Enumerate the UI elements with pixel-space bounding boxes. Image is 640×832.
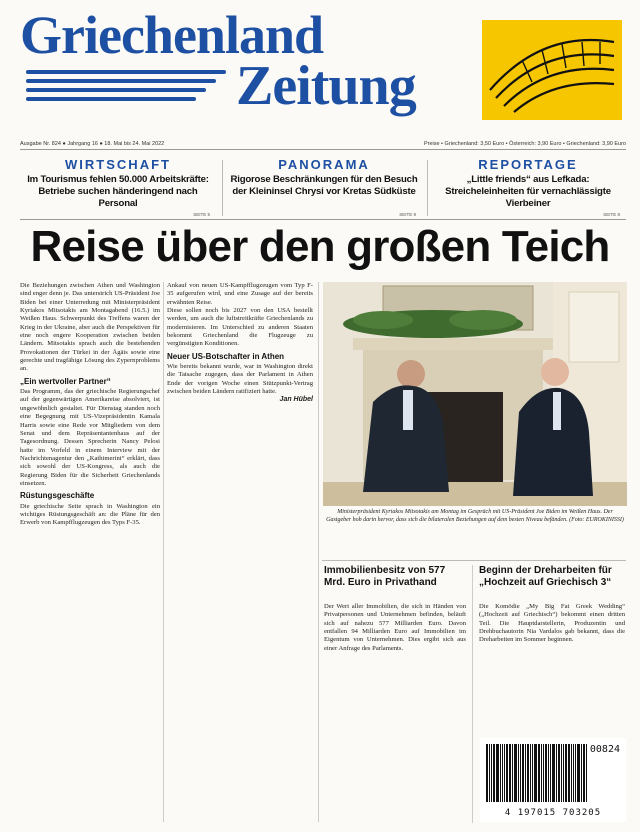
box-right-text: [479, 603, 625, 733]
barcode-bar: [527, 744, 529, 802]
barcode-issue-number: 00824: [589, 744, 620, 755]
barcode-bar: [543, 744, 544, 802]
barcode-bar: [504, 744, 505, 802]
teaser-divider: [427, 160, 428, 216]
barcode-bar: [532, 744, 533, 802]
article-photo: [323, 282, 627, 506]
barcode-bar: [552, 744, 555, 802]
box-left-text: [324, 603, 466, 823]
article-column-2: [167, 282, 313, 822]
teaser-category: WIRTSCHAFT: [65, 157, 171, 172]
barcode-bar: [534, 744, 537, 802]
barcode-bar: [520, 744, 521, 802]
paragraph: Ankauf von neuen US-Kampfflugzeugen vom Typ F-35 aufgerufen wird, und eine Zusage auf der bereits erwähnten Reise.: [167, 282, 313, 306]
barcode: [480, 738, 626, 822]
barcode-bar: [581, 744, 582, 802]
barcode-bar: [586, 744, 587, 802]
barcode-bar: [541, 744, 542, 802]
issue-info: Ausgabe Nr. 824 ● Jahrgang 16 ● 18. Mai bis 24. Mai 2022: [20, 141, 165, 147]
barcode-bar: [493, 744, 495, 802]
barcode-bar: [556, 744, 557, 802]
barcode-bar: [550, 744, 551, 802]
teaser-headline: Rigorose Beschränkungen für den Besuch der Kleininsel Chrysi vor Kretas Südküste: [230, 174, 418, 197]
teaser-panorama[interactable]: [226, 157, 422, 215]
barcode-bar: [486, 744, 488, 802]
teaser-headline: „Little friends“ aus Lefkada: Streicheleinheiten für vernachlässigte Vierbeiner: [445, 174, 611, 209]
barcode-bar: [568, 744, 570, 802]
barcode-bar: [548, 744, 549, 802]
barcode-bar: [502, 744, 503, 802]
barcode-bar: [500, 744, 501, 802]
article-column-1: [20, 282, 160, 822]
subheading: „Ein wertvoller Partner“: [20, 376, 111, 386]
paragraph: Wie bereits bekannt wurde, war in Washington direkt die Tatsache zugegen, dass der Parlament in Athen Ende der vorigen Woche einen Stützpunkt-Vertrag zwischen beiden Ländern ratifiziert hatte.: [167, 363, 313, 396]
paragraph: Das Programm, das der griechische Regierungschef auf der gegenwärtigen Amerikareise absolviert, ist ungewöhnlich gestaltet. Für Dienstag standen noch eine Begegnung mit US-Vizepräsidentin Kamala Harris sowie eine Rede vor Mitgliedern von dem Senat und dem Repräsentantenhaus auf der Tagesordnung. Dessen Sprecherin Nancy Pelosi hatte im Vorfeld in einem Interview mit der Nachrichtenagentur den „Kathimerini“ erklärt, dass sich sowohl der US-Kongress, als auch die Regierung Biden für die Sicherheit Griechenlands einsetzen.: [20, 388, 160, 487]
barcode-bar: [525, 744, 526, 802]
teaser-category: PANORAMA: [278, 157, 370, 172]
teaser-page: SEITE 8: [603, 212, 620, 217]
barcode-bar: [530, 744, 531, 802]
barcode-bar: [509, 744, 511, 802]
masthead-title-line2: Zeitung: [236, 55, 416, 117]
barcode-bar: [558, 744, 560, 802]
barcode-number: 4 197015 703205: [504, 808, 602, 818]
box-left-headline: Immobilienbesitz von 577 Mrd. Euro in Privathand: [324, 565, 446, 588]
barcode-bar: [514, 744, 517, 802]
photo-caption: Ministerpräsident Kyriakos Mitsotakis am Montag im Gespräch mit US-Präsident Joe Biden im Weißen Haus. Der Gastgeber hob darin hervor, dass sich die bilateralen Beziehungen auf dem besten Niveau befänden. (Foto: EUROKINISSI): [326, 509, 624, 523]
masthead-title-line1: Griechenland: [20, 5, 324, 65]
teaser-category: REPORTAGE: [478, 157, 578, 172]
box-right-headline: Beginn der Dreharbeiten für „Hochzeit auf Griechisch 3“: [479, 565, 612, 588]
paragraph: Die griechische Seite sprach in Washington ein wichtiges Rüstungsgeschäft an: die Pläne für den Erwerb von Kampfflugzeugen des Typs F-35.: [20, 502, 160, 527]
barcode-bar: [491, 744, 492, 802]
barcode-bar: [563, 744, 564, 802]
masthead-infoline: [20, 141, 626, 150]
teaser-wirtschaft[interactable]: [20, 157, 216, 215]
column-rule: [318, 282, 319, 822]
caption-rule: [322, 560, 626, 561]
subheading: Neuer US-Botschafter in Athen: [167, 351, 285, 361]
column-rule: [163, 282, 164, 822]
paragraph: Die Beziehungen zwischen Athen und Washington sind enger denn je. Das unterstrich US-Präsident Joe Biden bei einer Unterredung mit Ministerpräsident Kyriakos Mitsotakis am Montagabend (16.5.) im Weißen Haus. Schwerpunkt des Treffens waren der Krieg in der Ukraine, aber auch die Perspektiven für eine noch engere Kooperation zwischen beiden Ländern. Mitsotakis sprach auch die bestehenden Provokationen der Türkei in der Ägäis sowie eine gerechte und tragfähige Lösung des Zypernproblems an.: [20, 282, 160, 373]
teaser-divider: [222, 160, 223, 216]
teaser-page: SEITE 9: [399, 212, 416, 217]
barcode-bar: [489, 744, 490, 802]
column-rule: [472, 565, 473, 823]
main-headline: Reise über den großen Teich: [30, 222, 610, 271]
barcode-bar: [575, 744, 576, 802]
paragraph: Diese sollen noch bis 2027 von den USA bestellt werden, um auch die luftstreitkräfte Griechenlands zu modernisieren. Im Unterschied zu anderen Staaten bekommt Griechenland die Flugzeuge zu vergünstigten Konditionen.: [167, 307, 313, 348]
teaser-headline: Im Tourismus fehlen 50.000 Arbeitskräfte: Betriebe suchen händeringend nach Personal: [27, 174, 209, 209]
barcode-bar: [522, 744, 524, 802]
amphitheater-logo: [482, 20, 622, 120]
barcode-bar: [573, 744, 574, 802]
barcode-bar: [518, 744, 519, 802]
barcode-bar: [571, 744, 572, 802]
author: Jan Hübel: [279, 396, 313, 404]
barcode-bar: [512, 744, 513, 802]
teaser-page: SEITE 5: [193, 212, 210, 217]
barcode-bar: [577, 744, 580, 802]
teaser-reportage[interactable]: [430, 157, 626, 215]
barcode-bar: [496, 744, 499, 802]
barcode-bar: [506, 744, 508, 802]
paragraph: Die Komödie „My Big Fat Greek Wedding“ („Hochzeit auf Griechisch“) bekommt einen dritten Teil. Die Hauptdarstellerin, Produzentin und Drehbuchautorin Nia Vardalos gab bekannt, dass die Dreharbeiten im Sommer beginnen.: [479, 603, 625, 644]
barcode-bar: [561, 744, 562, 802]
teaser-bottom-rule: [20, 219, 626, 220]
barcode-bar: [583, 744, 585, 802]
price-info: Preise • Griechenland: 3,50 Euro • Österreich: 3,90 Euro • Griechenland: 3,90 Euro: [423, 141, 626, 147]
barcode-bar: [538, 744, 540, 802]
paragraph: Der Wert aller Immobilien, die sich in Händen von Privatpersonen und Unternehmen befinden, beläuft sich auf nahezu 577 Milliarden Euro. Davon entfallen 94 Milliarden Euro auf Immobilien im Eigentum von Unternehmen. Dies ergibt sich aus einer Anfrage des Parlaments.: [324, 603, 466, 652]
masthead-stripes: [26, 70, 226, 110]
barcode-bar: [545, 744, 547, 802]
barcode-bar: [565, 744, 567, 802]
subheading: Rüstungsgeschäfte: [20, 491, 95, 501]
